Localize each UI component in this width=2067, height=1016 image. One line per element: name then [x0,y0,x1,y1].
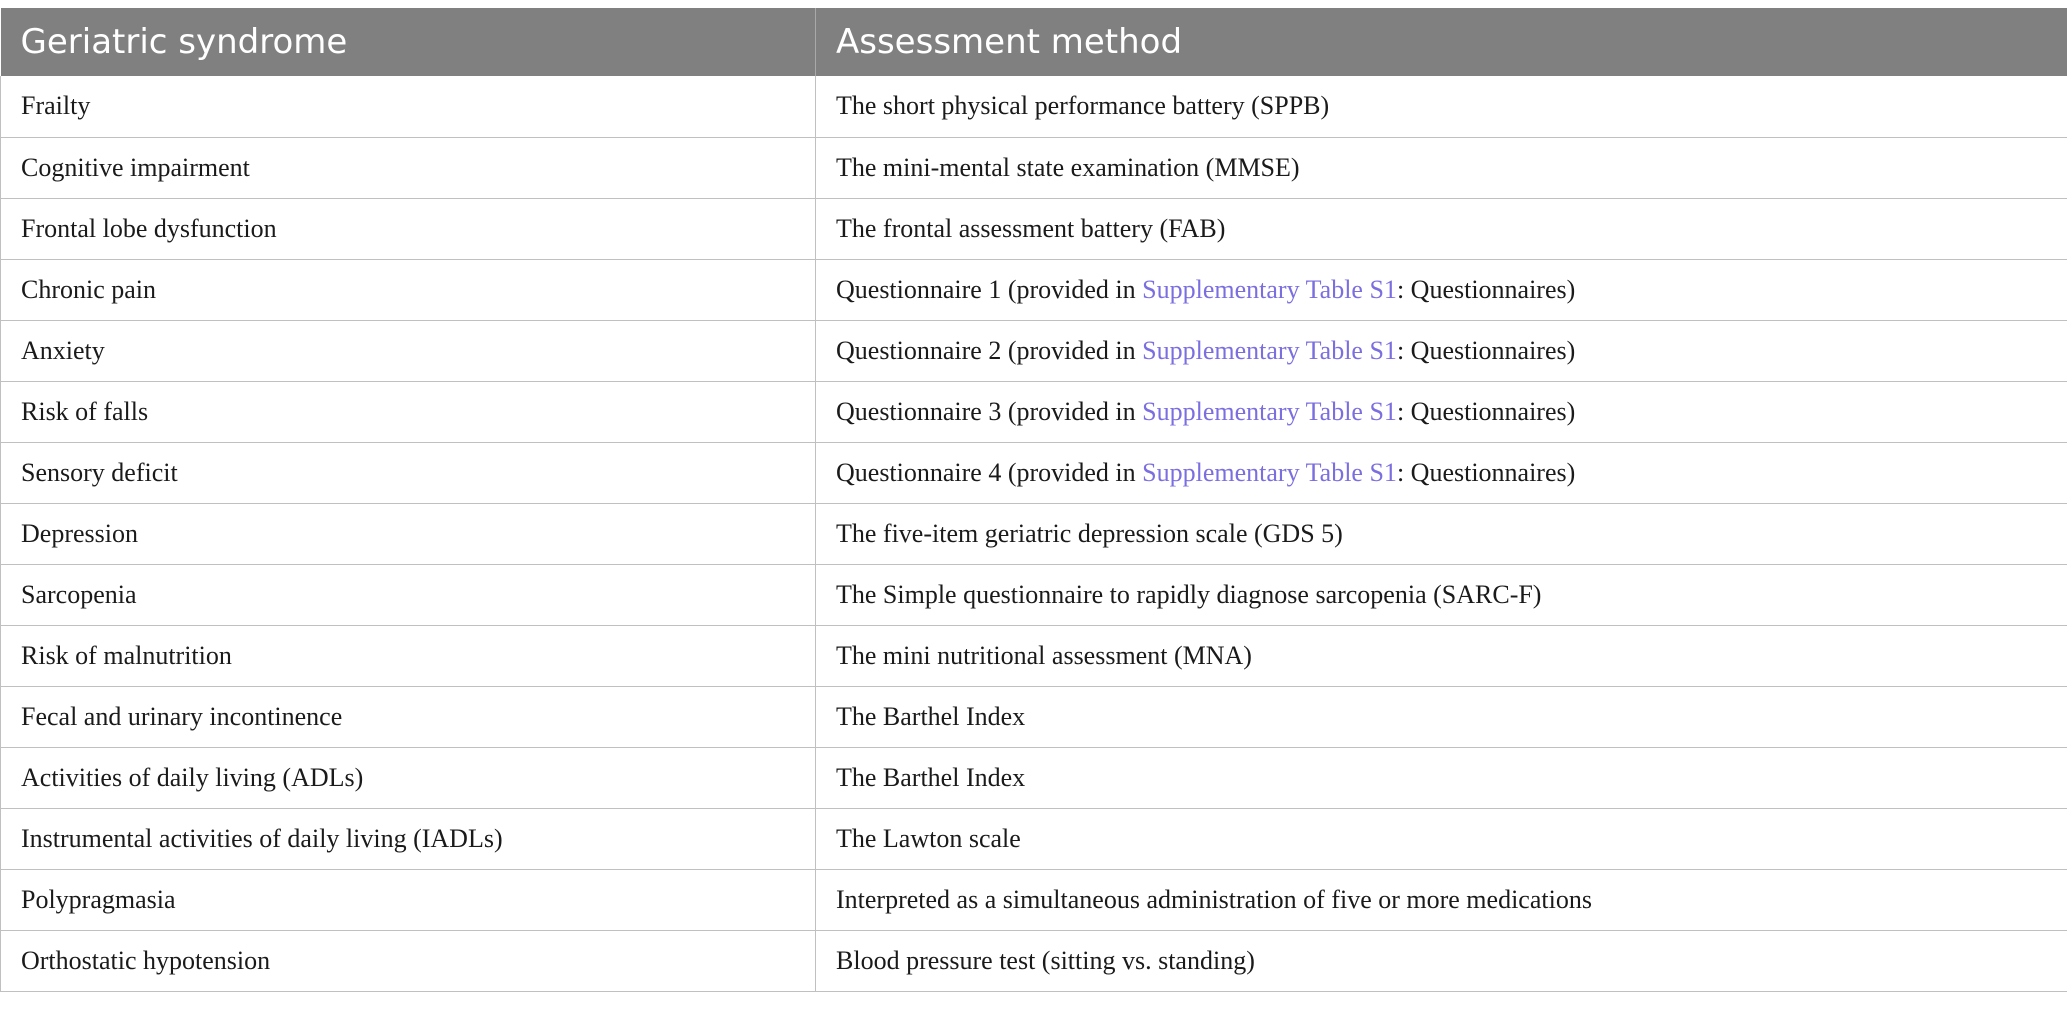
method-cell [816,259,2067,320]
method-cell: The mini nutritional assessment (MNA) [816,625,2067,686]
table-row [1,503,2067,564]
syndrome-cell: Fecal and urinary incontinence [1,686,816,747]
table-row [1,930,2067,991]
method-text-post: : Questionnaires) [1396,396,1576,426]
method-cell: The Simple questionnaire to rapidly diagnose sarcopenia (SARC-F) [816,564,2067,625]
assessment-table [0,8,2067,992]
syndrome-cell: Anxiety [1,320,816,381]
method-cell [816,320,2067,381]
header-geriatric-syndrome: Geriatric syndrome [1,8,816,76]
syndrome-cell: Chronic pain [1,259,816,320]
method-cell: The short physical performance battery (SPPB) [816,76,2067,137]
table-row [1,808,2067,869]
table-row [1,198,2067,259]
syndrome-cell: Activities of daily living (ADLs) [1,747,816,808]
supplementary-table-link[interactable]: Supplementary Table S1 [1142,335,1397,365]
syndrome-cell: Orthostatic hypotension [1,930,816,991]
assessment-table-container [0,8,2067,992]
table-row [1,564,2067,625]
header-assessment-method: Assessment method [816,8,2067,76]
method-text-post: : Questionnaires) [1396,274,1576,304]
table-row [1,625,2067,686]
method-text-post: : Questionnaires) [1396,335,1576,365]
method-cell: The Barthel Index [816,747,2067,808]
syndrome-cell: Frontal lobe dysfunction [1,198,816,259]
method-cell: Blood pressure test (sitting vs. standing) [816,930,2067,991]
syndrome-cell: Risk of malnutrition [1,625,816,686]
syndrome-cell: Polypragmasia [1,869,816,930]
method-text-pre: Questionnaire 2 (provided in [836,335,1143,365]
supplementary-table-link[interactable]: Supplementary Table S1 [1142,457,1397,487]
method-cell: The Barthel Index [816,686,2067,747]
table-row [1,381,2067,442]
table-row [1,76,2067,137]
syndrome-cell: Frailty [1,76,816,137]
method-text-pre: Questionnaire 3 (provided in [836,396,1143,426]
syndrome-cell: Sarcopenia [1,564,816,625]
method-cell [816,381,2067,442]
table-header-row [1,8,2067,76]
table-row [1,869,2067,930]
method-text-pre: Questionnaire 1 (provided in [836,274,1143,304]
syndrome-cell: Instrumental activities of daily living (IADLs) [1,808,816,869]
syndrome-cell: Depression [1,503,816,564]
table-row [1,747,2067,808]
method-text-post: : Questionnaires) [1396,457,1576,487]
method-cell: The Lawton scale [816,808,2067,869]
table-row [1,320,2067,381]
method-cell: The five-item geriatric depression scale (GDS 5) [816,503,2067,564]
method-cell [816,442,2067,503]
method-cell: The frontal assessment battery (FAB) [816,198,2067,259]
table-row [1,686,2067,747]
method-cell: Interpreted as a simultaneous administration of five or more medications [816,869,2067,930]
table-row [1,442,2067,503]
syndrome-cell: Sensory deficit [1,442,816,503]
syndrome-cell: Cognitive impairment [1,137,816,198]
table-row [1,259,2067,320]
method-text-pre: Questionnaire 4 (provided in [836,457,1143,487]
supplementary-table-link[interactable]: Supplementary Table S1 [1142,274,1397,304]
supplementary-table-link[interactable]: Supplementary Table S1 [1142,396,1397,426]
table-row [1,137,2067,198]
method-cell: The mini-mental state examination (MMSE) [816,137,2067,198]
syndrome-cell: Risk of falls [1,381,816,442]
